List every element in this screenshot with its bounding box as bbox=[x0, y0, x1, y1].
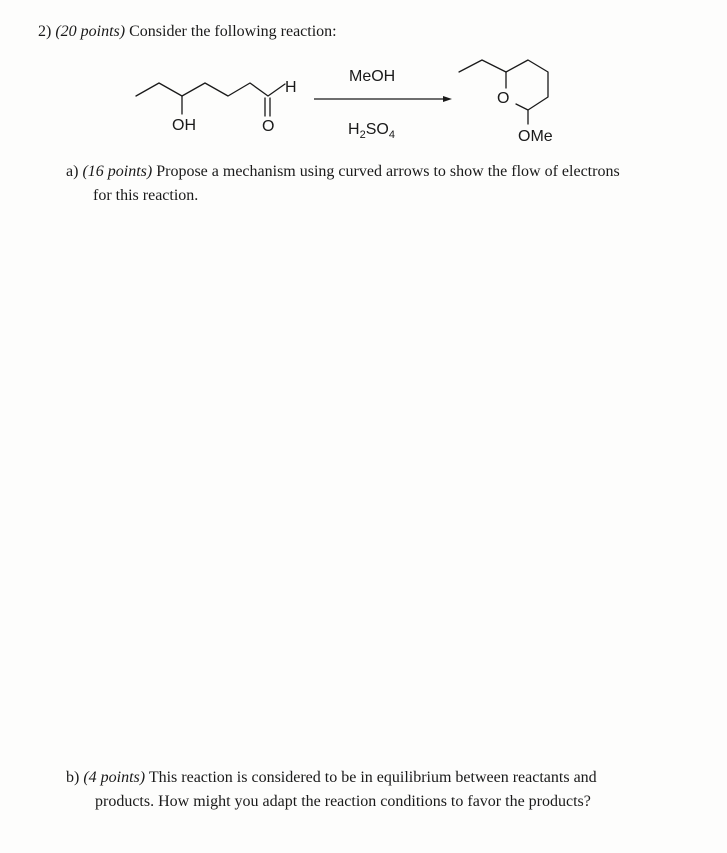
question-number: 2) bbox=[38, 23, 52, 40]
reactant-carbonyl-o-label: O bbox=[262, 118, 275, 135]
question-prompt: Consider the following reaction: bbox=[129, 23, 337, 40]
question-points: (20 points) bbox=[55, 23, 126, 40]
part-b-text2: products. How might you adapt the reaction conditions to favor the products? bbox=[95, 793, 591, 810]
part-a-letter: a) bbox=[66, 163, 79, 180]
product-ring-carbons bbox=[506, 60, 548, 110]
reactant-oh-label: OH bbox=[172, 117, 196, 134]
part-a-line1 bbox=[66, 162, 620, 182]
part-a-points: (16 points) bbox=[82, 163, 153, 180]
part-a-text2: for this reaction. bbox=[93, 187, 199, 204]
reactant-structure bbox=[136, 83, 285, 116]
part-b-letter: b) bbox=[66, 769, 80, 786]
part-b-line2 bbox=[95, 792, 591, 812]
reactant-chain bbox=[136, 83, 285, 96]
reactant-h-label: H bbox=[285, 79, 297, 96]
part-a-line2 bbox=[93, 186, 198, 206]
part-b-text1: This reaction is considered to be in equilibrium between reactants and bbox=[148, 769, 597, 786]
reagent-sulfuric-acid: $H_2SO_4$ bbox=[348, 121, 395, 141]
part-b-line1 bbox=[66, 768, 597, 788]
product-ring-o-label: O bbox=[497, 90, 510, 107]
reaction-arrow bbox=[314, 96, 452, 102]
part-a-text1: Propose a mechanism using curved arrows to show the flow of electrons bbox=[156, 163, 620, 180]
product-side-chain bbox=[459, 60, 506, 72]
reagent-methanol: MeOH bbox=[349, 68, 396, 85]
part-b-points: (4 points) bbox=[83, 769, 146, 786]
product-methoxy-label: OMe bbox=[518, 128, 553, 145]
reaction-scheme bbox=[0, 0, 727, 160]
